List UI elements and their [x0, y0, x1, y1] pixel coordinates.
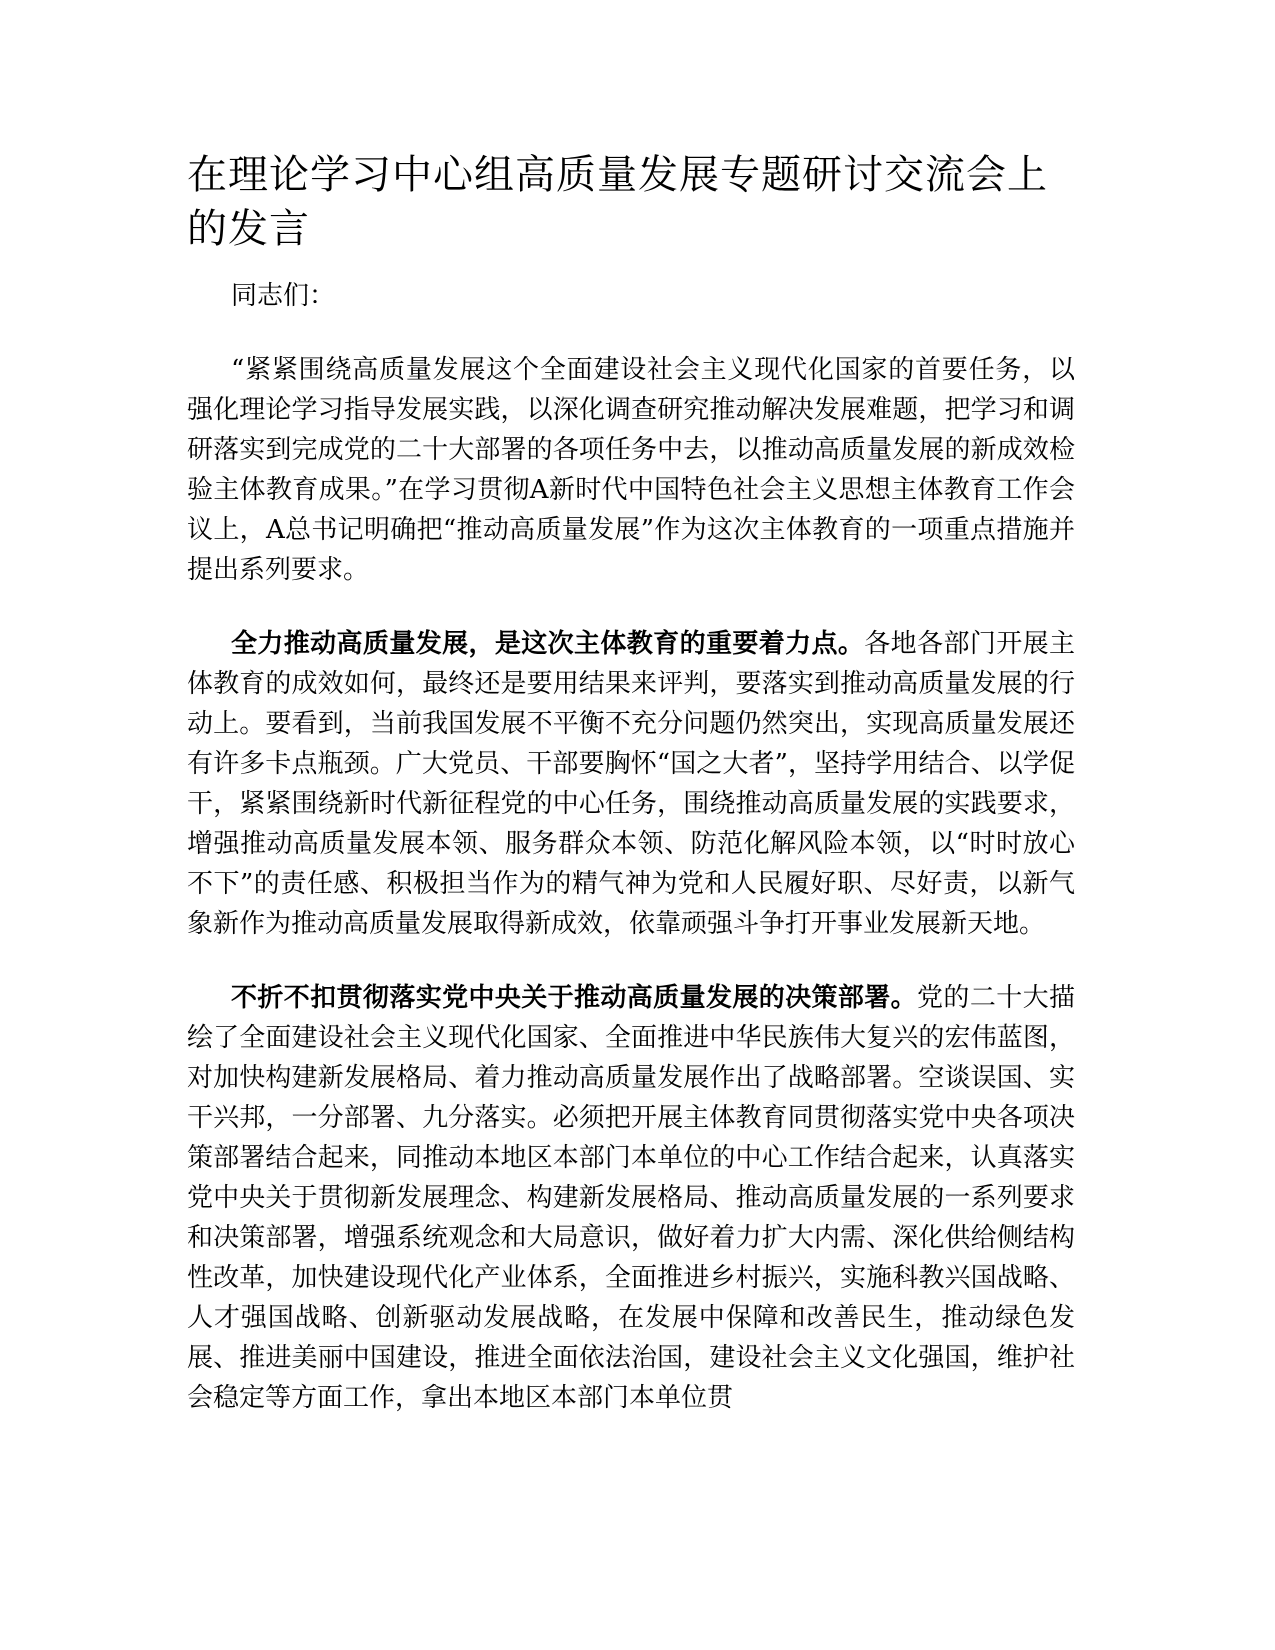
paragraph-2: [187, 624, 1075, 944]
paragraph-2-text: 各地各部门开展主体教育的成效如何，最终还是要用结果来评判，要落实到推动高质量发展的行动上。要看到，当前我国发展不平衡不充分问题仍然突出，实现高质量发展还有许多卡点瓶颈。广大党员、干部要胸怀“国之大者”，坚持学用结合、以学促干，紧紧围绕新时代新征程党的中心任务，围绕推动高质量发展的实践要求，增强推动高质量发展本领、服务群众本领、防范化解风险本领，以“时时放心不下”的责任感、积极担当作为的精气神为党和人民履好职、尽好责，以新气象新作为推动高质量发展取得新成效，依靠顽强斗争打开事业发展新天地。: [187, 629, 1075, 939]
paragraph-3: [187, 978, 1075, 1418]
greeting: 同志们：: [231, 281, 336, 311]
paragraph-3-text: 党的二十大描绘了全面建设社会主义现代化国家、全面推进中华民族伟大复兴的宏伟蓝图，对加快构建新发展格局、着力推动高质量发展作出了战略部署。空谈误国、实干兴邦，一分部署、九分落实。必须把开展主体教育同贯彻落实党中央各项决策部署结合起来，同推动本地区本部门本单位的中心工作结合起来，认真落实党中央关于贯彻新发展理念、构建新发展格局、推动高质量发展的一系列要求和决策部署，增强系统观念和大局意识，做好着力扩大内需、深化供给侧结构性改革，加快建设现代化产业体系，全面推进乡村振兴，实施科教兴国战略、人才强国战略、创新驱动发展战略，在发展中保障和改善民生，推动绿色发展、推进美丽中国建设，推进全面依法治国，建设社会主义文化强国，维护社会稳定等方面工作，拿出本地区本部门本单位贯: [187, 983, 1075, 1413]
paragraph-1: [187, 350, 1075, 590]
paragraph-3-lead: 不折不扣贯彻落实党中央关于推动高质量发展的决策部署。: [231, 983, 918, 1013]
document-page: [187, 148, 1075, 1452]
document-title: 在理论学习中心组高质量发展专题研讨交流会上的发言: [187, 152, 1048, 252]
paragraph-1-text: “紧紧围绕高质量发展这个全面建设社会主义现代化国家的首要任务，以强化理论学习指导发展实践，以深化调查研究推动解决发展难题，把学习和调研落实到完成党的二十大部署的各项任务中去，以推动高质量发展的新成效检验主体教育成果。”在学习贯彻A新时代中国特色社会主义思想主体教育工作会议上，A总书记明确把“推动高质量发展”作为这次主体教育的一项重点措施并提出系列要求。: [187, 355, 1075, 585]
paragraph-2-lead: 全力推动高质量发展，是这次主体教育的重要着力点。: [231, 629, 865, 659]
